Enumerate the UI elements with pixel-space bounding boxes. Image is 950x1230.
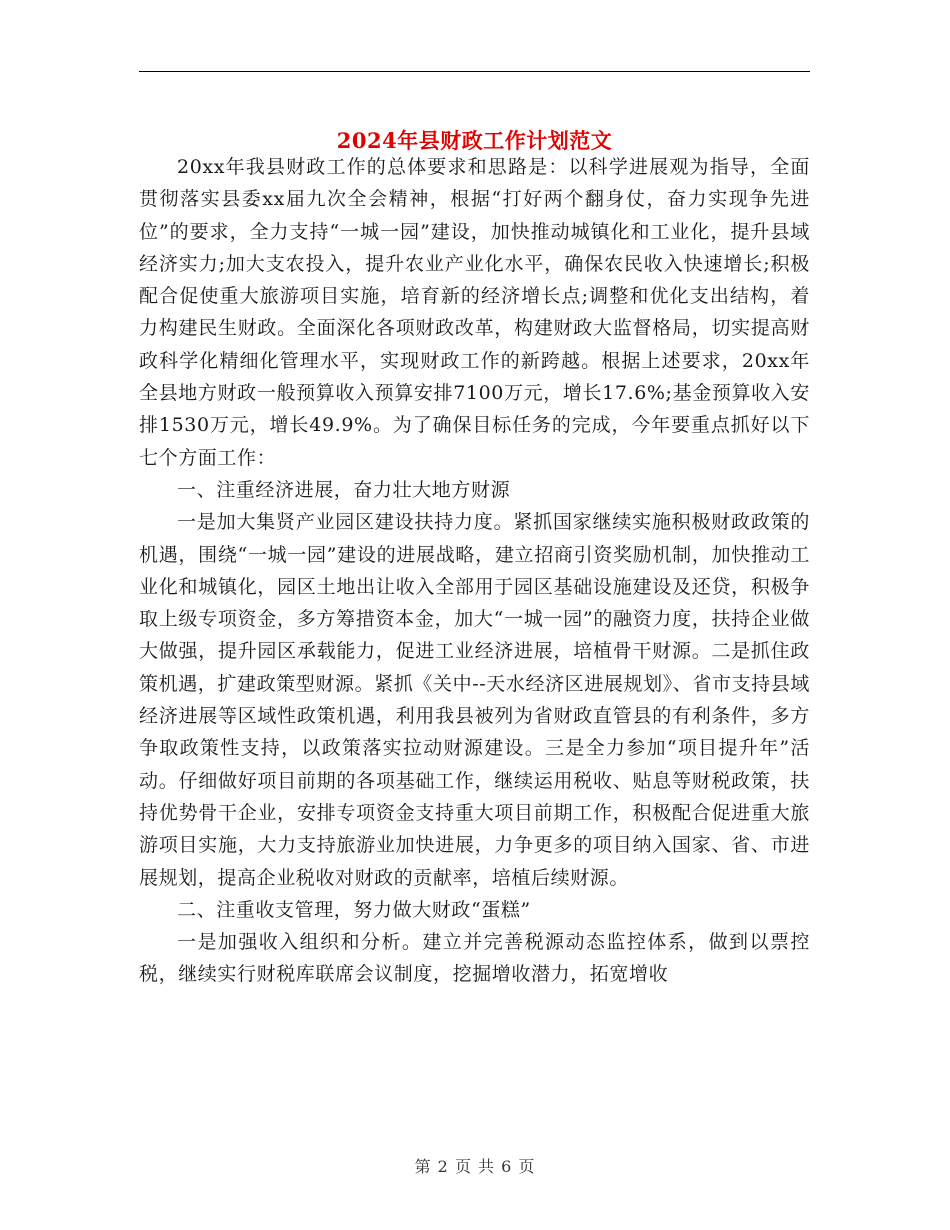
page-number-footer: 第 2 页 共 6 页 <box>414 1157 536 1176</box>
section-heading-2: 二、注重收支管理，努力做大财政“蛋糕” <box>177 898 531 921</box>
document-title: 2024年县财政工作计划范文 <box>336 128 613 154</box>
section-1-paragraph: 一是加大集贤产业园区建设扶持力度。紧抓国家继续实施积极财政政策的机遇，围绕“一城一园”建设的进展战略，建立招商引资奖励机制，加快推动工业化和城镇化，园区土地出让收入全部用于园区基础设施建设及还贷，积极争取上级专项资金，多方筹措资本金，加大“一城一园”的融资力度，扶持企业做大做强，提升园区承载能力，促进工业经济进展，培植骨干财源。二是抓住政策机遇，扩建政策型财源。紧抓《关中--天水经济区进展规划》、省市支持县域经济进展等区域性政策机遇，利用我县被列为省财政直管县的有利条件，多方争取政策性支持，以政策落实拉动财源建设。三是全力参加“项目提升年”活动。仔细做好项目前期的各项基础工作，继续运用税收、贴息等财税政策，扶持优势骨干企业，安排专项资金支持重大项目前期工作，积极配合促进重大旅游项目实施，大力支持旅游业加快进展，力争更多的项目纳入国家、省、市进展规划，提高企业税收对财政的贡献率，培植后续财源。 <box>139 511 810 889</box>
document-body <box>139 151 810 991</box>
header-rule <box>139 71 810 72</box>
section-heading-1: 一、注重经济进展，奋力壮大地方财源 <box>177 478 511 501</box>
intro-paragraph: 20xx年我县财政工作的总体要求和思路是：以科学进展观为指导，全面贯彻落实县委xx届九次全会精神，根据“打好两个翻身仗，奋力实现争先进位”的要求，全力支持“一城一园”建设，加快推动城镇化和工业化，提升县域经济实力;加大支农投入，提升农业产业化水平，确保农民收入快速增长;积极配合促使重大旅游项目实施，培育新的经济增长点;调整和优化支出结构，着力构建民生财政。全面深化各项财政改革，构建财政大监督格局，切实提高财政科学化精细化管理水平，实现财政工作的新跨越。根据上述要求，20xx年全县地方财政一般预算收入预算安排7100万元，增长17.6%;基金预算收入安排1530万元，增长49.9%。为了确保目标任务的完成，今年要重点抓好以下七个方面工作： <box>139 156 810 469</box>
section-2-paragraph: 一是加强收入组织和分析。建立并完善税源动态监控体系，做到以票控税，继续实行财税库联席会议制度，挖掘增收潜力，拓宽增收 <box>139 931 810 986</box>
